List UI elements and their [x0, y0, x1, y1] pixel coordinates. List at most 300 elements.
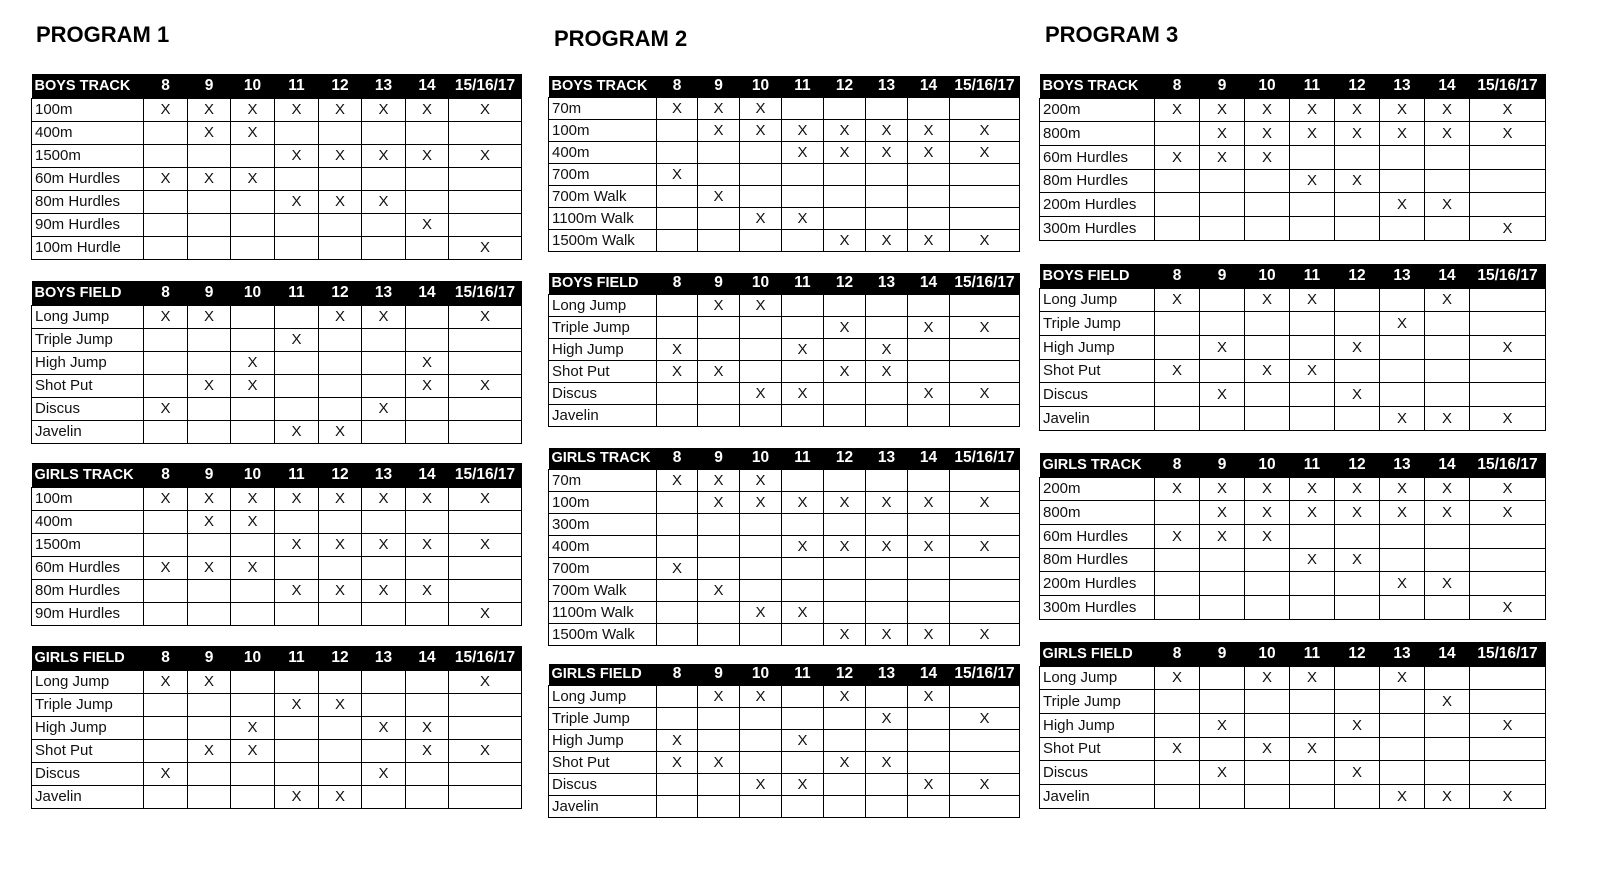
table-header-row — [549, 76, 1020, 97]
age-mark-cell: X — [406, 98, 449, 121]
age-column-header: 14 — [908, 76, 950, 97]
age-mark-cell: X — [188, 510, 231, 533]
age-mark-cell: X — [144, 98, 188, 121]
event-name: 60m Hurdles — [32, 556, 144, 579]
age-column-header: 8 — [1155, 453, 1200, 477]
event-name: Shot Put — [32, 374, 144, 397]
age-mark-cell: X — [1470, 406, 1546, 430]
table-row — [549, 491, 1020, 513]
age-mark-cell — [319, 236, 362, 259]
age-mark-cell — [782, 579, 824, 601]
age-mark-cell — [1380, 359, 1425, 383]
age-mark-cell: X — [824, 141, 866, 163]
table-row — [32, 785, 522, 808]
event-name: High Jump — [32, 351, 144, 374]
age-mark-cell: X — [449, 236, 522, 259]
age-column-header: 9 — [1200, 74, 1245, 98]
age-mark-cell — [1200, 193, 1245, 217]
age-mark-cell: X — [406, 716, 449, 739]
age-mark-cell — [319, 374, 362, 397]
age-mark-cell: X — [782, 729, 824, 751]
age-mark-cell — [1470, 524, 1546, 548]
age-mark-cell — [319, 510, 362, 533]
age-mark-cell: X — [144, 670, 188, 693]
age-mark-cell: X — [740, 97, 782, 119]
age-mark-cell — [144, 420, 188, 443]
age-column-header: 13 — [362, 281, 406, 305]
age-mark-cell — [1155, 312, 1200, 336]
age-mark-cell: X — [1470, 713, 1546, 737]
age-mark-cell — [908, 579, 950, 601]
age-mark-cell — [740, 513, 782, 535]
age-mark-cell — [1470, 737, 1546, 761]
age-mark-cell — [1335, 524, 1380, 548]
age-mark-cell — [449, 420, 522, 443]
age-mark-cell: X — [950, 707, 1020, 729]
event-name: 1500m Walk — [549, 623, 657, 645]
age-mark-cell — [950, 294, 1020, 316]
age-mark-cell — [188, 213, 231, 236]
age-column-header: 9 — [698, 448, 740, 469]
age-column-header: 9 — [188, 281, 231, 305]
age-mark-cell: X — [908, 316, 950, 338]
age-mark-cell — [275, 397, 319, 420]
age-column-header: 15/16/17 — [449, 74, 522, 98]
program-2-girls-track-table — [548, 448, 1020, 646]
age-column-header: 11 — [275, 281, 319, 305]
age-mark-cell — [362, 602, 406, 625]
age-column-header: 15/16/17 — [950, 664, 1020, 685]
program-1-girls-field-table — [31, 646, 522, 809]
age-mark-cell — [1470, 288, 1546, 312]
age-mark-cell — [1335, 690, 1380, 714]
age-mark-cell: X — [1245, 122, 1290, 146]
age-column-header: 12 — [319, 281, 362, 305]
table-row — [549, 751, 1020, 773]
age-mark-cell: X — [406, 533, 449, 556]
age-mark-cell — [782, 97, 824, 119]
age-column-header: 11 — [275, 646, 319, 670]
age-mark-cell: X — [231, 351, 275, 374]
age-mark-cell — [362, 351, 406, 374]
age-mark-cell: X — [362, 487, 406, 510]
event-name: 60m Hurdles — [1040, 145, 1155, 169]
table-row — [1040, 595, 1546, 619]
table-category-header: GIRLS FIELD — [32, 646, 144, 670]
age-column-header: 10 — [740, 273, 782, 294]
event-name: Triple Jump — [1040, 690, 1155, 714]
table-row — [32, 121, 522, 144]
age-mark-cell — [449, 213, 522, 236]
age-mark-cell: X — [1425, 572, 1470, 596]
age-mark-cell: X — [782, 535, 824, 557]
age-mark-cell: X — [782, 773, 824, 795]
age-mark-cell: X — [1335, 501, 1380, 525]
age-mark-cell — [231, 236, 275, 259]
age-mark-cell — [1425, 169, 1470, 193]
program-2-boys-track-table — [548, 76, 1020, 252]
age-mark-cell — [231, 397, 275, 420]
age-column-header: 13 — [1380, 642, 1425, 666]
age-mark-cell — [740, 751, 782, 773]
age-column-header: 9 — [1200, 642, 1245, 666]
age-column-header: 9 — [698, 664, 740, 685]
age-mark-cell — [406, 190, 449, 213]
event-name: High Jump — [32, 716, 144, 739]
age-mark-cell: X — [319, 144, 362, 167]
age-mark-cell: X — [1470, 784, 1546, 808]
age-mark-cell: X — [866, 119, 908, 141]
age-mark-cell — [1425, 145, 1470, 169]
table-header-row — [32, 281, 522, 305]
age-mark-cell — [824, 557, 866, 579]
age-column-header: 8 — [144, 281, 188, 305]
age-mark-cell: X — [740, 294, 782, 316]
age-mark-cell — [908, 163, 950, 185]
age-mark-cell: X — [1290, 477, 1335, 501]
age-mark-cell — [657, 773, 698, 795]
age-mark-cell: X — [824, 751, 866, 773]
age-column-header: 15/16/17 — [449, 281, 522, 305]
event-name: High Jump — [549, 338, 657, 360]
age-mark-cell — [406, 556, 449, 579]
age-column-header: 14 — [406, 646, 449, 670]
age-mark-cell — [188, 351, 231, 374]
age-mark-cell — [275, 374, 319, 397]
table-row — [549, 141, 1020, 163]
table-row — [1040, 737, 1546, 761]
age-mark-cell — [1335, 216, 1380, 240]
age-mark-cell: X — [1335, 383, 1380, 407]
age-mark-cell: X — [1155, 477, 1200, 501]
table-row — [1040, 145, 1546, 169]
event-name: Long Jump — [32, 670, 144, 693]
age-mark-cell — [950, 404, 1020, 426]
age-mark-cell — [1470, 169, 1546, 193]
age-mark-cell — [782, 163, 824, 185]
age-mark-cell: X — [1290, 501, 1335, 525]
event-name: Long Jump — [549, 294, 657, 316]
age-mark-cell — [406, 167, 449, 190]
age-mark-cell: X — [950, 623, 1020, 645]
age-mark-cell: X — [275, 144, 319, 167]
table-row — [549, 97, 1020, 119]
table-row — [549, 338, 1020, 360]
age-mark-cell — [698, 382, 740, 404]
program-2-boys-field-table — [548, 273, 1020, 427]
age-column-header: 9 — [188, 74, 231, 98]
age-mark-cell: X — [1290, 98, 1335, 122]
age-mark-cell — [362, 374, 406, 397]
age-mark-cell: X — [866, 491, 908, 513]
table-row — [1040, 169, 1546, 193]
age-mark-cell: X — [908, 491, 950, 513]
age-mark-cell — [1380, 690, 1425, 714]
table-row — [549, 382, 1020, 404]
age-mark-cell: X — [188, 556, 231, 579]
age-mark-cell — [1425, 335, 1470, 359]
age-column-header: 10 — [740, 664, 782, 685]
table-row — [32, 190, 522, 213]
event-name: Javelin — [549, 795, 657, 817]
event-name: Javelin — [1040, 406, 1155, 430]
age-mark-cell — [908, 185, 950, 207]
event-name: 70m — [549, 469, 657, 491]
age-mark-cell — [657, 491, 698, 513]
age-mark-cell: X — [1380, 784, 1425, 808]
age-mark-cell — [1200, 690, 1245, 714]
event-name: 400m — [549, 535, 657, 557]
age-mark-cell: X — [1470, 216, 1546, 240]
event-name: Discus — [549, 382, 657, 404]
age-mark-cell — [908, 795, 950, 817]
age-mark-cell: X — [1155, 524, 1200, 548]
table-row — [549, 404, 1020, 426]
age-mark-cell: X — [1245, 524, 1290, 548]
event-name: Discus — [549, 773, 657, 795]
age-mark-cell — [231, 328, 275, 351]
program-2-girls-field-table — [548, 664, 1020, 818]
age-column-header: 10 — [231, 463, 275, 487]
event-name: Shot Put — [549, 751, 657, 773]
table-row — [1040, 713, 1546, 737]
age-column-header: 14 — [908, 273, 950, 294]
table-header-row — [32, 646, 522, 670]
event-name: Long Jump — [32, 305, 144, 328]
age-mark-cell: X — [657, 360, 698, 382]
age-mark-cell: X — [275, 98, 319, 121]
age-column-header: 10 — [231, 74, 275, 98]
age-mark-cell — [698, 163, 740, 185]
age-mark-cell: X — [1245, 477, 1290, 501]
age-column-header: 10 — [1245, 74, 1290, 98]
program-1-girls-track-table — [31, 463, 522, 626]
age-mark-cell: X — [740, 601, 782, 623]
age-mark-cell — [657, 294, 698, 316]
age-mark-cell: X — [950, 229, 1020, 251]
table-row — [1040, 784, 1546, 808]
age-mark-cell — [1335, 145, 1380, 169]
age-mark-cell — [824, 795, 866, 817]
age-mark-cell: X — [657, 751, 698, 773]
age-mark-cell — [908, 360, 950, 382]
table-row — [32, 305, 522, 328]
age-column-header: 10 — [231, 646, 275, 670]
age-mark-cell — [362, 236, 406, 259]
age-mark-cell — [319, 167, 362, 190]
age-mark-cell: X — [698, 360, 740, 382]
age-mark-cell — [275, 670, 319, 693]
age-mark-cell: X — [824, 685, 866, 707]
age-mark-cell — [698, 601, 740, 623]
age-column-header: 8 — [657, 76, 698, 97]
age-mark-cell: X — [231, 716, 275, 739]
age-mark-cell — [449, 351, 522, 374]
age-mark-cell — [740, 185, 782, 207]
age-mark-cell — [449, 693, 522, 716]
age-mark-cell — [782, 404, 824, 426]
age-mark-cell — [1155, 572, 1200, 596]
table-row — [1040, 690, 1546, 714]
table-row — [549, 729, 1020, 751]
event-name: 700m — [549, 557, 657, 579]
age-mark-cell — [1290, 145, 1335, 169]
age-mark-cell: X — [698, 491, 740, 513]
event-name: 700m — [549, 163, 657, 185]
program-3-girls-field-table — [1039, 642, 1546, 809]
age-mark-cell: X — [362, 305, 406, 328]
age-mark-cell — [144, 236, 188, 259]
program-3-boys-track-table — [1039, 74, 1546, 241]
event-name: High Jump — [1040, 335, 1155, 359]
age-mark-cell — [319, 556, 362, 579]
age-column-header: 11 — [1290, 74, 1335, 98]
age-column-header: 12 — [824, 664, 866, 685]
event-name: Triple Jump — [32, 328, 144, 351]
table-row — [549, 469, 1020, 491]
age-mark-cell — [740, 729, 782, 751]
age-mark-cell: X — [144, 167, 188, 190]
age-mark-cell — [1470, 690, 1546, 714]
age-mark-cell — [657, 382, 698, 404]
age-column-header: 12 — [824, 273, 866, 294]
age-mark-cell: X — [406, 739, 449, 762]
table-row — [549, 579, 1020, 601]
table-row — [32, 579, 522, 602]
age-mark-cell — [449, 121, 522, 144]
age-mark-cell: X — [866, 751, 908, 773]
table-row — [1040, 501, 1546, 525]
event-name: 100m Hurdle — [32, 236, 144, 259]
age-mark-cell: X — [449, 98, 522, 121]
table-category-header: BOYS FIELD — [549, 273, 657, 294]
table-row — [549, 119, 1020, 141]
table-category-header: GIRLS FIELD — [549, 664, 657, 685]
age-column-header: 15/16/17 — [950, 273, 1020, 294]
age-mark-cell — [1155, 406, 1200, 430]
age-mark-cell: X — [866, 141, 908, 163]
age-column-header: 15/16/17 — [1470, 642, 1546, 666]
age-mark-cell: X — [406, 144, 449, 167]
age-mark-cell — [1380, 761, 1425, 785]
age-mark-cell: X — [1290, 737, 1335, 761]
age-mark-cell — [188, 328, 231, 351]
age-column-header: 12 — [824, 448, 866, 469]
age-mark-cell: X — [782, 601, 824, 623]
age-mark-cell: X — [275, 420, 319, 443]
age-mark-cell: X — [231, 374, 275, 397]
age-column-header: 8 — [657, 273, 698, 294]
age-column-header: 14 — [908, 448, 950, 469]
event-name: Shot Put — [1040, 737, 1155, 761]
age-mark-cell — [406, 693, 449, 716]
age-mark-cell: X — [657, 163, 698, 185]
age-mark-cell: X — [362, 716, 406, 739]
age-mark-cell — [1155, 122, 1200, 146]
age-mark-cell: X — [782, 491, 824, 513]
age-mark-cell: X — [1335, 98, 1380, 122]
event-name: Javelin — [32, 420, 144, 443]
age-mark-cell — [657, 141, 698, 163]
age-mark-cell: X — [406, 487, 449, 510]
event-name: Triple Jump — [32, 693, 144, 716]
table-category-header: BOYS TRACK — [1040, 74, 1155, 98]
age-mark-cell — [782, 469, 824, 491]
age-mark-cell — [782, 513, 824, 535]
age-column-header: 8 — [144, 74, 188, 98]
age-mark-cell — [657, 185, 698, 207]
age-mark-cell — [1380, 713, 1425, 737]
event-name: 200m — [1040, 477, 1155, 501]
table-row — [1040, 312, 1546, 336]
age-mark-cell — [782, 229, 824, 251]
age-mark-cell: X — [824, 360, 866, 382]
age-column-header: 9 — [188, 463, 231, 487]
event-name: Long Jump — [549, 685, 657, 707]
table-row — [32, 533, 522, 556]
age-column-header: 14 — [406, 281, 449, 305]
age-mark-cell — [1470, 193, 1546, 217]
age-column-header: 13 — [1380, 453, 1425, 477]
event-name: 200m Hurdles — [1040, 193, 1155, 217]
age-mark-cell — [144, 374, 188, 397]
age-mark-cell — [449, 762, 522, 785]
event-name: 300m Hurdles — [1040, 216, 1155, 240]
age-mark-cell: X — [908, 229, 950, 251]
age-column-header: 14 — [1425, 264, 1470, 288]
table-header-row — [1040, 264, 1546, 288]
age-mark-cell: X — [1200, 145, 1245, 169]
age-mark-cell: X — [1425, 501, 1470, 525]
age-mark-cell: X — [406, 351, 449, 374]
table-category-header: BOYS TRACK — [549, 76, 657, 97]
age-mark-cell: X — [144, 762, 188, 785]
age-mark-cell — [449, 328, 522, 351]
age-mark-cell: X — [657, 729, 698, 751]
age-mark-cell — [866, 557, 908, 579]
age-mark-cell — [1380, 548, 1425, 572]
age-mark-cell — [1245, 690, 1290, 714]
age-mark-cell — [698, 557, 740, 579]
age-mark-cell: X — [866, 229, 908, 251]
age-mark-cell — [657, 579, 698, 601]
age-mark-cell — [1290, 784, 1335, 808]
age-mark-cell — [1155, 713, 1200, 737]
age-column-header: 9 — [698, 76, 740, 97]
age-column-header: 15/16/17 — [950, 448, 1020, 469]
age-mark-cell — [406, 785, 449, 808]
age-mark-cell: X — [1290, 288, 1335, 312]
age-mark-cell: X — [1380, 501, 1425, 525]
age-column-header: 14 — [1425, 74, 1470, 98]
age-mark-cell: X — [1290, 169, 1335, 193]
event-name: 80m Hurdles — [32, 190, 144, 213]
table-row — [549, 707, 1020, 729]
age-mark-cell — [866, 579, 908, 601]
age-mark-cell: X — [698, 751, 740, 773]
age-mark-cell — [950, 469, 1020, 491]
age-mark-cell — [1200, 312, 1245, 336]
age-mark-cell — [1245, 335, 1290, 359]
age-mark-cell — [698, 338, 740, 360]
age-mark-cell — [698, 707, 740, 729]
age-mark-cell — [908, 601, 950, 623]
table-row — [549, 207, 1020, 229]
age-mark-cell: X — [1245, 501, 1290, 525]
age-mark-cell: X — [740, 119, 782, 141]
age-mark-cell — [782, 751, 824, 773]
age-mark-cell — [866, 601, 908, 623]
